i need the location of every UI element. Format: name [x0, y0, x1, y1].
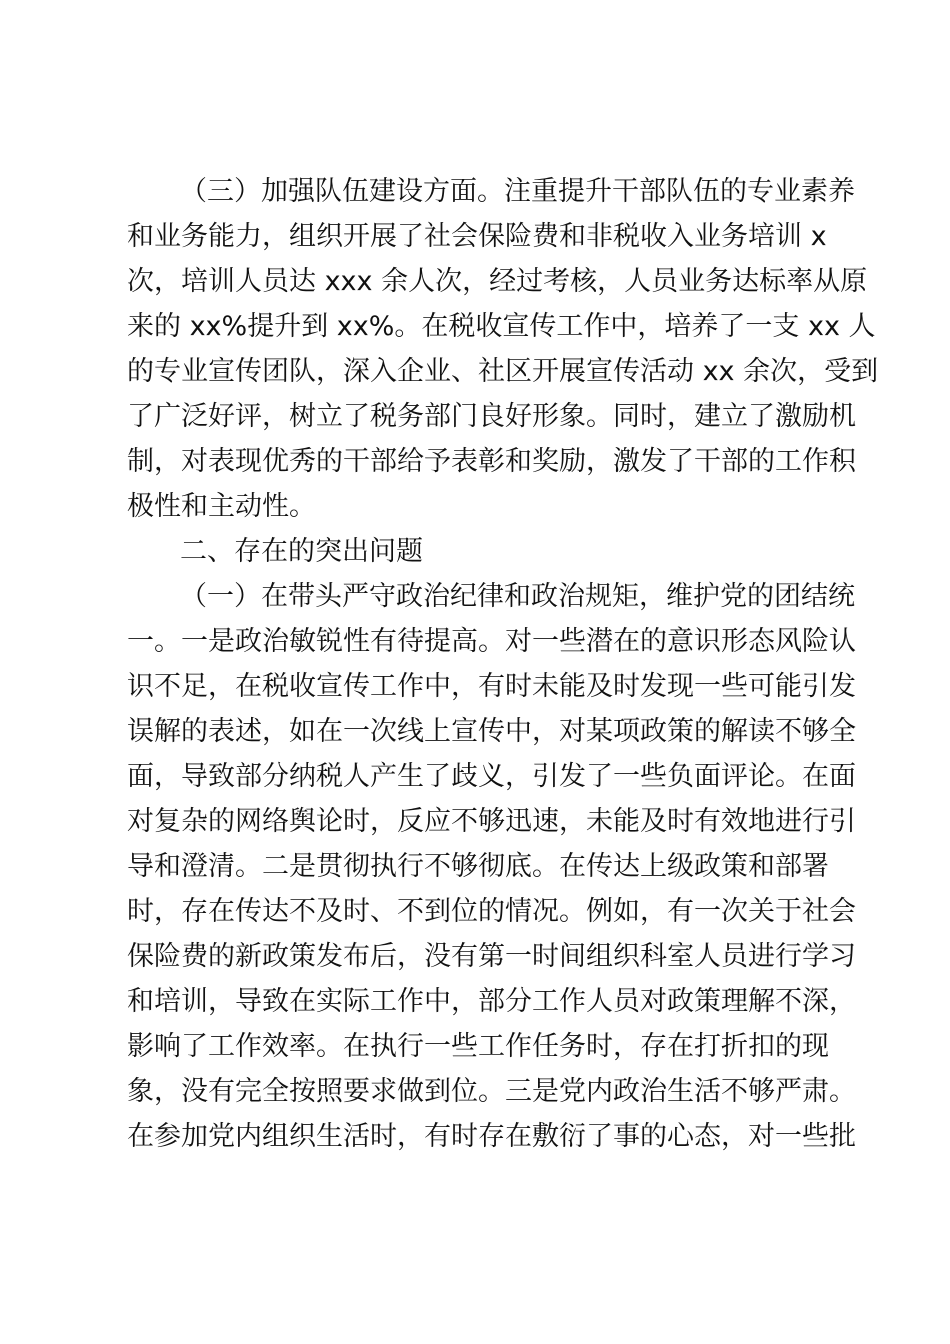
text-line: 象，没有完全按照要求做到位。三是党内政治生活不够严肃。 — [127, 1076, 856, 1107]
text-line: （一）在带头严守政治纪律和政治规矩，维护党的团结统 — [180, 581, 855, 612]
text-line: 导和澄清。二是贯彻执行不够彻底。在传达上级政策和部署 — [127, 851, 829, 882]
text-line: 对复杂的网络舆论时，反应不够迅速，未能及时有效地进行引 — [127, 806, 856, 837]
text-line: 的专业宣传团队，深入企业、社区开展宣传活动 xx 余次，受到 — [127, 356, 879, 387]
text-line: 制，对表现优秀的干部给予表彰和奖励，激发了干部的工作积 — [127, 446, 856, 477]
text-line: 和业务能力，组织开展了社会保险费和非税收入业务培训 x — [127, 221, 827, 252]
text-line: 时，存在传达不及时、不到位的情况。例如，有一次关于社会 — [127, 896, 856, 927]
text-line: 识不足，在税收宣传工作中，有时未能及时发现一些可能引发 — [127, 671, 856, 702]
text-line: 在参加党内组织生活时，有时存在敷衍了事的心态，对一些批 — [127, 1121, 856, 1152]
text-line: 了广泛好评，树立了税务部门良好形象。同时，建立了激励机 — [127, 401, 856, 432]
text-line: 次，培训人员达 xxx 余人次，经过考核，人员业务达标率从原 — [127, 266, 868, 297]
section-heading: 二、存在的突出问题 — [180, 536, 423, 567]
text-line: 保险费的新政策发布后，没有第一时间组织科室人员进行学习 — [127, 941, 856, 972]
text-line: （三）加强队伍建设方面。注重提升干部队伍的专业素养 — [180, 176, 855, 207]
text-line: 来的 xx%提升到 xx%。在税收宣传工作中，培养了一支 xx 人 — [127, 311, 876, 342]
text-line: 极性和主动性。 — [127, 491, 316, 522]
text-line: 误解的表述，如在一次线上宣传中，对某项政策的解读不够全 — [127, 716, 856, 747]
text-line: 一。一是政治敏锐性有待提高。对一些潜在的意识形态风险认 — [127, 626, 856, 657]
text-line: 影响了工作效率。在执行一些工作任务时，存在打折扣的现 — [127, 1031, 829, 1062]
text-line: 面，导致部分纳税人产生了歧义，引发了一些负面评论。在面 — [127, 761, 856, 792]
text-line: 和培训，导致在实际工作中，部分工作人员对政策理解不深， — [127, 986, 856, 1017]
